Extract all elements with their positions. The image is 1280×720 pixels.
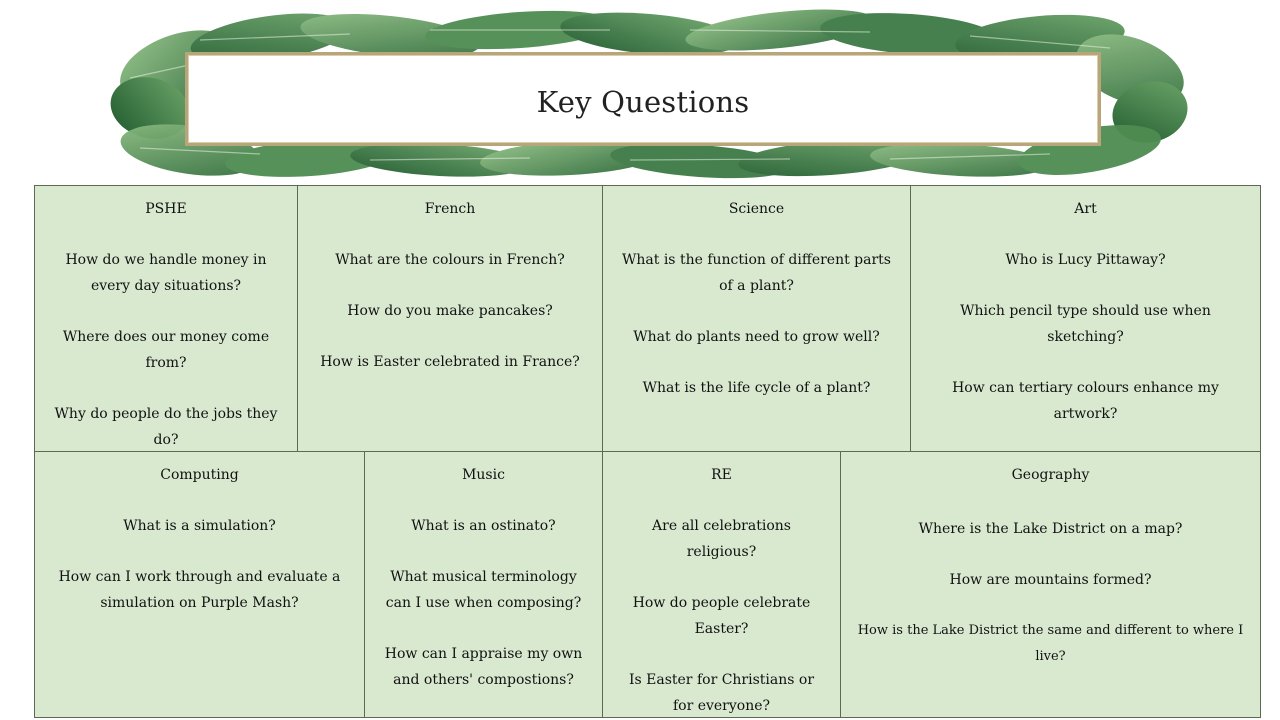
title-box bbox=[185, 52, 1101, 146]
subject-title: Geography bbox=[1011, 467, 1090, 483]
subject-cell-pshe bbox=[35, 186, 298, 452]
question: What is the life cycle of a plant? bbox=[642, 380, 871, 396]
question: Which pencil type should use when sketching? bbox=[960, 303, 1211, 345]
subject-title: Art bbox=[1074, 201, 1097, 217]
subject-title: RE bbox=[711, 467, 732, 483]
question: How can I work through and evaluate a simulation on Purple Mash? bbox=[58, 569, 341, 611]
question: How is Easter celebrated in France? bbox=[320, 354, 580, 370]
question: What is a simulation? bbox=[123, 518, 276, 534]
question: Where does our money come from? bbox=[62, 329, 270, 371]
question: Where is the Lake District on a map? bbox=[918, 521, 1183, 537]
question: How do people celebrate Easter? bbox=[632, 595, 811, 637]
question: What are the colours in French? bbox=[335, 252, 565, 268]
subject-cell-geography bbox=[841, 452, 1260, 717]
subject-cell-computing bbox=[35, 452, 365, 717]
subject-title: Computing bbox=[160, 467, 239, 483]
question: Who is Lucy Pittaway? bbox=[1005, 252, 1166, 268]
question: How can I appraise my own and others' compostions? bbox=[384, 646, 583, 688]
question: What do plants need to grow well? bbox=[633, 329, 880, 345]
question: How do you make pancakes? bbox=[347, 303, 553, 319]
question: Are all celebrations religious? bbox=[652, 518, 791, 560]
subject-title: Science bbox=[728, 201, 785, 217]
question: What is the function of different parts of a plant? bbox=[622, 252, 891, 294]
subject-cell-art bbox=[911, 186, 1260, 452]
question: What is an ostinato? bbox=[411, 518, 556, 534]
question: Why do people do the jobs they do? bbox=[54, 406, 278, 448]
question: How do we handle money in every day situations? bbox=[65, 252, 267, 294]
page-title: Key Questions bbox=[536, 85, 750, 119]
subject-cell-french bbox=[298, 186, 603, 452]
title-banner bbox=[110, 8, 1190, 180]
question: Is Easter for Christians or for everyone? bbox=[628, 672, 815, 714]
subject-title: Music bbox=[462, 467, 505, 483]
question: How are mountains formed? bbox=[949, 572, 1152, 588]
subjects-grid bbox=[34, 185, 1261, 718]
subject-cell-science bbox=[603, 186, 911, 452]
question: How can tertiary colours enhance my artwork? bbox=[952, 380, 1219, 422]
question: What musical terminology can I use when composing? bbox=[385, 569, 582, 611]
subject-title: PSHE bbox=[145, 201, 187, 217]
question: How is the Lake District the same and different to where I live? bbox=[857, 623, 1244, 664]
subject-cell-music bbox=[365, 452, 603, 717]
subject-title: French bbox=[424, 201, 476, 217]
subject-cell-re bbox=[603, 452, 841, 717]
